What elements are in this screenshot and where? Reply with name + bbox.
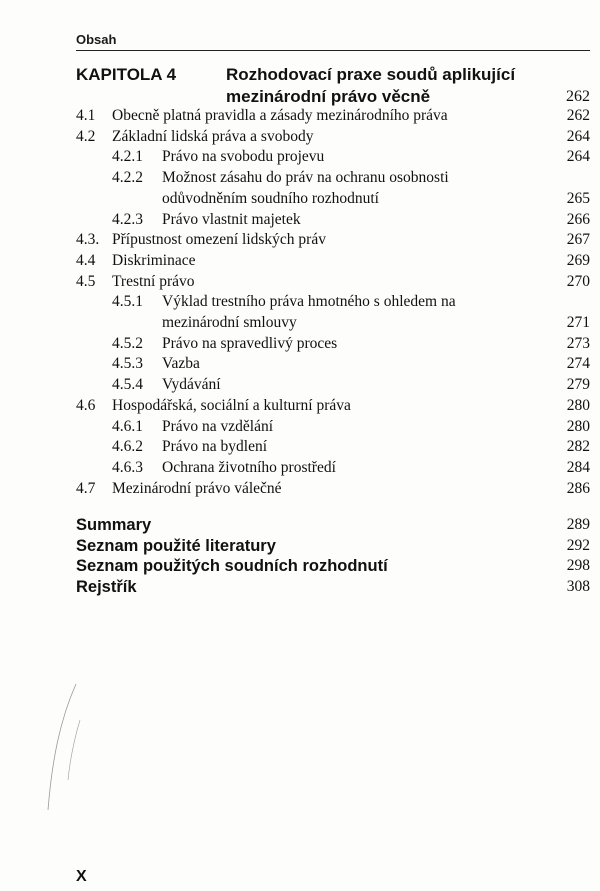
backmatter-title: Summary xyxy=(76,516,152,534)
toc-entry-4-2-2 xyxy=(76,168,590,209)
toc-entry-4-2 xyxy=(76,127,590,148)
toc-entry-number: 4.1 xyxy=(76,107,96,124)
backmatter-page: 289 xyxy=(566,516,590,533)
toc-entry-title: Přípustnost omezení lidských práv xyxy=(112,231,326,249)
toc-entry-number: 4.6.2 xyxy=(112,438,143,456)
toc-entry-number: 4.2.2 xyxy=(112,169,143,187)
toc-entry-title: Vazba xyxy=(162,355,200,373)
toc-entry-title: Právo na vzdělání xyxy=(162,417,274,435)
toc-entry-page: 274 xyxy=(566,355,590,373)
toc-entry-page: 267 xyxy=(566,231,590,249)
toc-entry-number: 4.6.3 xyxy=(112,458,143,476)
toc-entry-title: Hospodářská, sociální a kulturní práva xyxy=(112,396,351,414)
toc-entry-number: 4.5.2 xyxy=(112,334,143,352)
toc-entry-title: Základní lidská práva a svobody xyxy=(112,127,314,145)
toc-entry-page: 264 xyxy=(566,127,590,145)
toc-entry-title: Právo na svobodu projevu xyxy=(162,148,325,166)
backmatter-title: Seznam použité literatury xyxy=(76,536,276,555)
toc-entry-page: 269 xyxy=(566,251,590,269)
toc-list xyxy=(76,106,590,499)
toc-entry-4-6 xyxy=(76,396,590,417)
backmatter-page: 292 xyxy=(566,536,590,554)
toc-entry-title: Právo na bydlení xyxy=(162,438,268,456)
toc-entry-page: 264 xyxy=(566,148,590,166)
toc-entry-4-5 xyxy=(76,272,590,293)
toc-entry-title: Právo na spravedlivý proces xyxy=(162,334,338,352)
toc-entry-number: 4.5 xyxy=(76,272,96,290)
backmatter-literature xyxy=(76,536,590,557)
toc-entry-title: Právo vlastnit majetek xyxy=(162,210,301,228)
backmatter-title: Seznam použitých soudních rozhodnutí xyxy=(76,557,388,576)
toc-entry-number: 4.2.3 xyxy=(112,210,143,228)
running-head: Obsah xyxy=(76,32,117,47)
toc-entry-title: Výklad trestního práva hmotného s ohledem na mezinárodní smlouvy xyxy=(162,293,456,332)
toc-entry-title: Možnost zásahu do práv na ochranu osobnosti odůvodněním soudního rozhodnutí xyxy=(162,169,449,207)
toc-entry-4-6-3 xyxy=(76,458,590,479)
backmatter-page: 308 xyxy=(566,578,590,596)
toc-entry-4-4 xyxy=(76,251,590,272)
toc-entry-4-5-1 xyxy=(76,292,590,333)
toc-entry-title: Diskriminace xyxy=(112,251,196,269)
toc-entry-title: Ochrana životního prostředí xyxy=(162,458,336,476)
toc-entry-number: 4.7 xyxy=(76,479,96,497)
toc-entry-number: 4.5.4 xyxy=(112,376,143,394)
backmatter-list xyxy=(76,515,590,598)
pencil-mark xyxy=(40,680,100,820)
toc-entry-page: 266 xyxy=(566,210,590,228)
backmatter-page: 298 xyxy=(566,557,590,575)
backmatter-court-decisions xyxy=(76,556,590,577)
chapter-page-number: 262 xyxy=(566,88,590,105)
backmatter-index xyxy=(76,577,590,598)
toc-entry-page: 279 xyxy=(566,376,590,394)
backmatter-title: Rejstřík xyxy=(76,578,137,597)
toc-entry-number: 4.6.1 xyxy=(112,417,143,435)
toc-entry-title: Vydávání xyxy=(162,376,221,394)
toc-entry-number: 4.2 xyxy=(76,127,96,145)
toc-entry-4-5-3 xyxy=(76,354,590,375)
toc-entry-4-6-2 xyxy=(76,437,590,458)
toc-entry-page: 265 xyxy=(566,189,590,207)
chapter-label: KAPITOLA 4 xyxy=(76,65,177,84)
header-rule xyxy=(76,50,590,51)
toc-entry-page: 280 xyxy=(566,396,590,414)
toc-entry-page: 273 xyxy=(566,334,590,352)
toc-entry-title: Trestní právo xyxy=(112,272,195,290)
toc-entry-number: 4.5.3 xyxy=(112,355,143,373)
toc-entry-4-2-3 xyxy=(76,210,590,231)
toc-entry-4-1 xyxy=(76,106,590,127)
toc-entry-page: 284 xyxy=(566,458,590,476)
backmatter-summary xyxy=(76,515,590,536)
toc-entry-title: Mezinárodní právo válečné xyxy=(112,479,282,497)
toc-entry-number: 4.4 xyxy=(76,251,96,269)
toc-entry-page: 262 xyxy=(566,107,590,124)
toc-entry-page: 282 xyxy=(566,438,590,456)
toc-entry-page: 286 xyxy=(566,479,590,497)
chapter-title: Rozhodovací praxe soudů aplikující mezinárodní právo věcně xyxy=(226,65,516,106)
toc-entry-number: 4.5.1 xyxy=(112,293,143,311)
toc-entry-title: Obecně platná pravidla a zásady mezinárodního práva xyxy=(112,107,448,124)
toc-entry-4-3 xyxy=(76,230,590,251)
toc-entry-4-5-2 xyxy=(76,334,590,355)
toc-entry-4-7 xyxy=(76,479,590,500)
toc-entry-page: 280 xyxy=(566,417,590,435)
toc-entry-page: 271 xyxy=(566,314,590,332)
toc-entry-4-5-4 xyxy=(76,375,590,396)
page-folio: X xyxy=(76,868,87,885)
toc-entry-number: 4.2.1 xyxy=(112,148,143,166)
toc-entry-4-6-1 xyxy=(76,417,590,438)
toc-entry-page: 270 xyxy=(566,272,590,290)
toc-entry-number: 4.6 xyxy=(76,396,96,414)
toc-entry-number: 4.3. xyxy=(76,231,100,249)
toc-entry-4-2-1 xyxy=(76,147,590,168)
